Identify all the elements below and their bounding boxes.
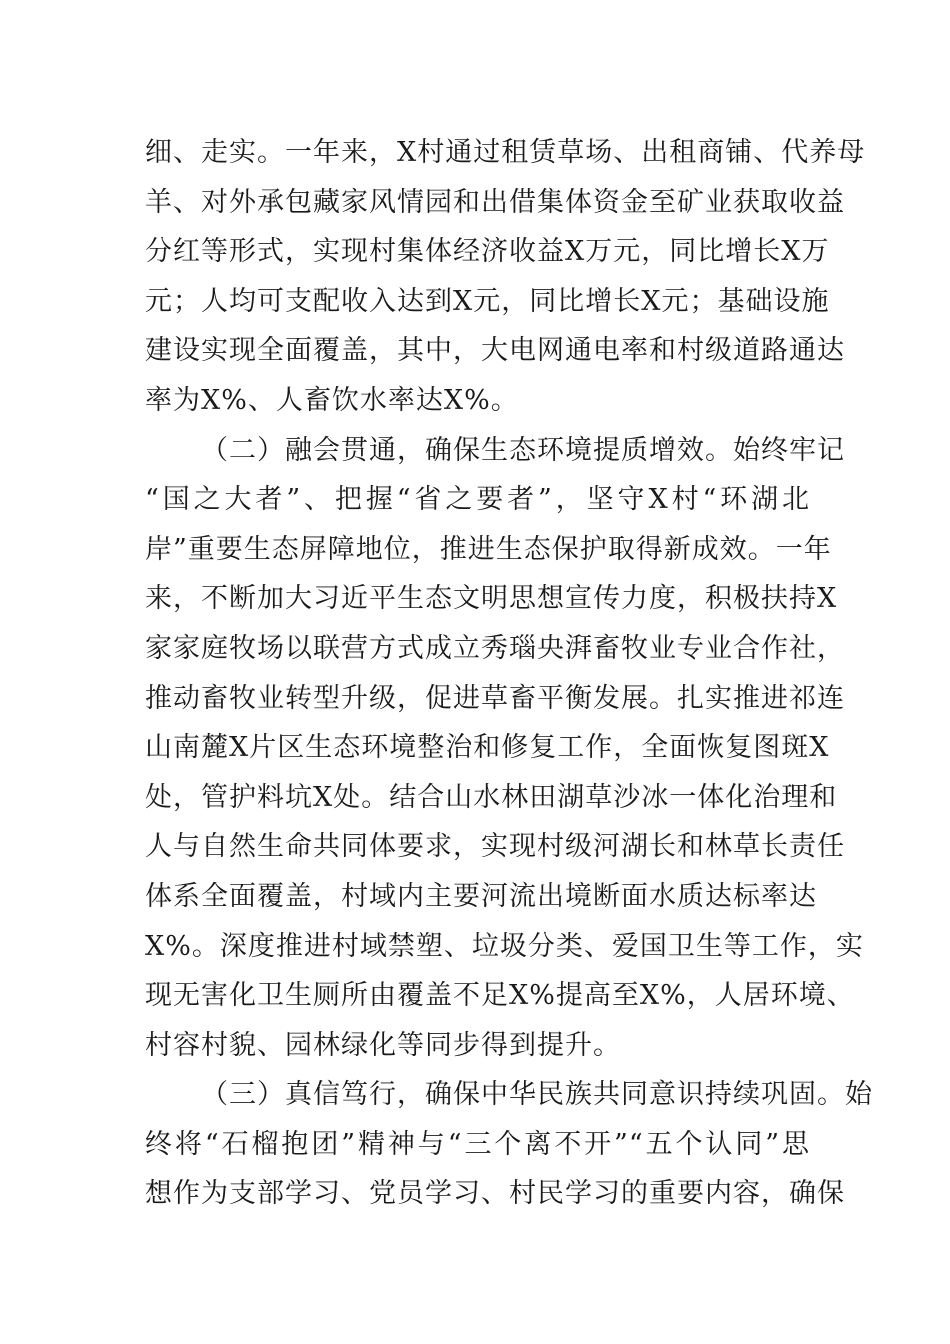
p2-line-11: X%。深度推进村域禁塑、垃圾分类、爱国卫生等工作，实 [145,930,864,962]
p1-line-2: 羊、对外承包藏家风情园和出借集体资金至矿业获取收益 [145,186,845,218]
p2-line-10: 体系全面覆盖，村域内主要河流出境断面水质达标率达 [145,880,817,912]
p1-line-4: 元；人均可支配收入达到X元，同比增长X元；基础设施 [145,285,830,317]
p2-line-5: 家家庭牧场以联营方式成立秀瑙央湃畜牧业专业合作社， [145,632,845,664]
p2-line-13: 村容村貌、园林绿化等同步得到提升。 [145,1029,621,1061]
p1-line-1: 细、走实。一年来，X村通过租赁草场、出租商铺、代养母 [145,137,866,168]
p2-line-8: 处，管护料坑X处。结合山水林田湖草沙冰一体化治理和 [145,781,838,813]
p2-line-6: 推动畜牧业转型升级，促进草畜平衡发展。扎实推进祁连 [145,682,845,714]
p3-line-1: （三）真信笃行，确保中华民族共同意识持续巩固。始 [201,1079,873,1111]
p2-line-4: 来，不断加大习近平生态文明思想宣传力度，积极扶持X [145,583,838,615]
p3-line-2: 终将“石榴抱团”精神与“三个离不开”“五个认同”思 [145,1128,810,1160]
p1-line-3: 分红等形式，实现村集体经济收益X万元，同比增长X万 [145,236,830,268]
p2-line-1: （二）融会贯通，确保生态环境提质增效。始终牢记 [201,434,845,466]
p2-line-12: 现无害化卫生厕所由覆盖不足X%提高至X%，人居环境、 [145,980,855,1012]
p1-line-6: 率为X%、人畜饮水率达X%。 [145,384,519,416]
p2-line-7: 山南麓X片区生态环境整治和修复工作，全面恢复图斑X [145,732,830,764]
document-body [145,128,873,1219]
p3-line-3: 想作为支部学习、党员学习、村民学习的重要内容，确保 [145,1178,845,1210]
p2-line-2: “国之大者”、把握“省之要者”，坚守X村“环湖北 [145,484,810,516]
p2-line-3: 岸”重要生态屏障地位，推进生态保护取得新成效。一年 [145,533,832,565]
p2-line-9: 人与自然生命共同体要求，实现村级河湖长和林草长责任 [145,831,845,863]
p1-line-5: 建设实现全面覆盖，其中，大电网通电率和村级道路通达 [145,335,845,367]
